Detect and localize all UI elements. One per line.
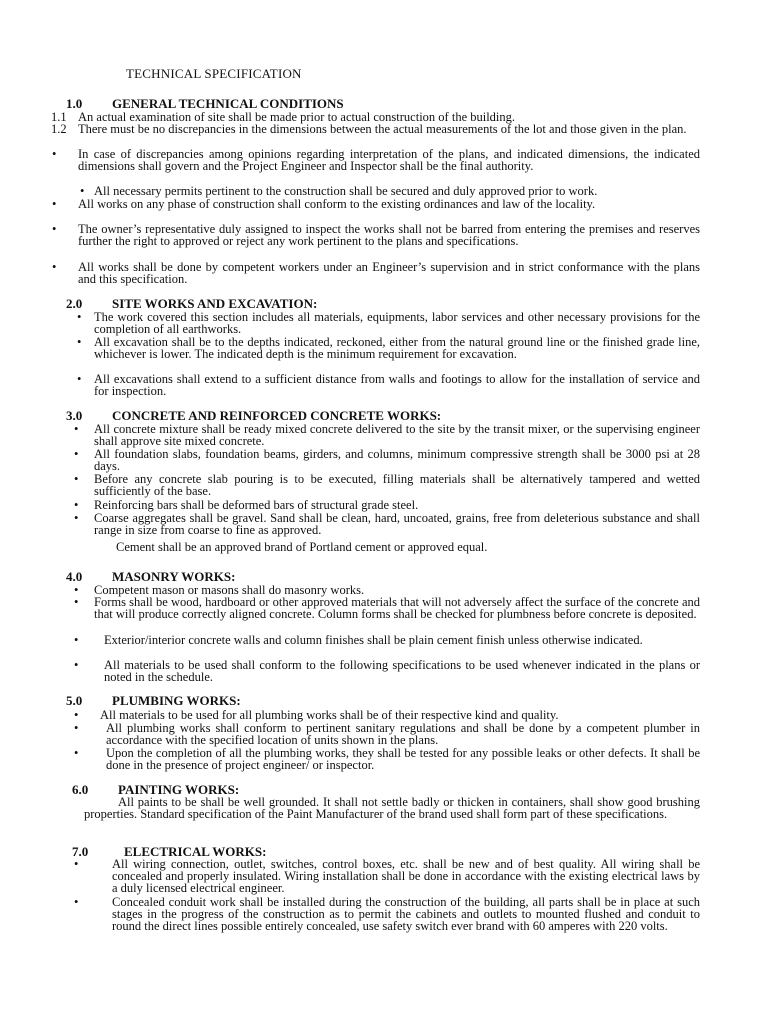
list-item bbox=[74, 422, 700, 448]
bullet-icon: • bbox=[74, 658, 79, 672]
item-text: All excavation shall be to the depths indicated, reckoned, either from the natural ground line or the finished grade line, whichever is lower. The indicated depth is the minimum requirement for excavation. bbox=[94, 335, 700, 361]
bullet-icon: • bbox=[74, 583, 79, 597]
item-number: 1.2 bbox=[51, 122, 67, 136]
item-text: Exterior/interior concrete walls and column finishes shall be plain cement finish unless otherwise indicated. bbox=[104, 633, 643, 647]
item-text: Concealed conduit work shall be installed during the construction of the building, all parts shall be in place at such stages in the progress of the construction as to permit the cabinets and outlets to mounted flushed and conduit to round the direct lines possible entirely concealed, use safety switch ever brand with 60 amperes with 220 volts. bbox=[112, 895, 700, 933]
bullet-icon: • bbox=[74, 633, 79, 647]
bullet-icon: • bbox=[52, 147, 57, 161]
bullet-icon: • bbox=[74, 708, 79, 722]
bullet-icon: • bbox=[74, 498, 79, 512]
section-number: 5.0 bbox=[66, 693, 83, 708]
list-item bbox=[74, 447, 700, 473]
item-text: The work covered this section includes all materials, equipments, labor services and other necessary provisions for the completion of all earthworks. bbox=[94, 310, 700, 336]
bullet-icon: • bbox=[74, 511, 79, 525]
list-item bbox=[74, 658, 700, 684]
bullet-icon: • bbox=[74, 857, 79, 871]
section-title: MASONRY WORKS: bbox=[112, 569, 236, 584]
section-number: 6.0 bbox=[72, 782, 89, 797]
list-item bbox=[52, 260, 700, 286]
section-title: PAINTING WORKS: bbox=[118, 782, 240, 797]
item-text: All foundation slabs, foundation beams, girders, and columns, minimum compressive strength shall be 3000 psi at 28 days. bbox=[94, 447, 700, 473]
section-heading bbox=[66, 297, 466, 311]
section-number: 4.0 bbox=[66, 569, 83, 584]
item-text: All works on any phase of construction shall conform to the existing ordinances and law of the locality. bbox=[78, 197, 596, 211]
section-heading bbox=[66, 97, 466, 111]
item-text: All materials to be used shall conform to the following specifications to be used whenever indicated in the plans or noted in the schedule. bbox=[104, 658, 700, 684]
section-title: ELECTRICAL WORKS: bbox=[124, 844, 267, 859]
bullet-icon: • bbox=[74, 422, 79, 436]
bullet-icon: • bbox=[74, 895, 79, 909]
bullet-icon: • bbox=[74, 472, 79, 486]
bullet-icon: • bbox=[80, 184, 85, 198]
item-text: Before any concrete slab pouring is to be executed, filling materials shall be alternatively tampered and wetted sufficiently of the base. bbox=[94, 472, 700, 498]
item-text: There must be no discrepancies in the dimensions between the actual measurements of the lot and those given in the plan. bbox=[78, 122, 687, 136]
page-title: TECHNICAL SPECIFICATION bbox=[126, 66, 302, 81]
list-item bbox=[74, 895, 700, 933]
item-number: 1.1 bbox=[51, 110, 67, 124]
section-title: PLUMBING WORKS: bbox=[112, 693, 241, 708]
section-number: 1.0 bbox=[66, 96, 83, 111]
item-text: The owner’s representative duly assigned to inspect the works shall not be barred from entering the premises and reserves further the right to approved or reject any work pertinent to the plans and specifications. bbox=[78, 222, 700, 248]
item-text: Coarse aggregates shall be gravel. Sand shall be clean, hard, uncoated, grains, free from deleterious substance and shall range in size from coarse to fine as approved. bbox=[94, 511, 700, 537]
section-number: 7.0 bbox=[72, 844, 89, 859]
item-text: All excavations shall extend to a sufficient distance from walls and footings to allow for the installation of service and for inspection. bbox=[94, 372, 700, 398]
list-item bbox=[74, 633, 700, 647]
paragraph: All paints to be shall be well grounded. It shall not settle badly or thicken in containers, shall show good brushing properties. Standard specification of the Paint Manufacturer of the brand used shall form part of these specifications. bbox=[84, 795, 700, 821]
list-item bbox=[77, 372, 700, 398]
item-text: An actual examination of site shall be made prior to actual construction of the building. bbox=[78, 110, 516, 124]
item-text: All wiring connection, outlet, switches, control boxes, etc. shall be new and of best quality. All wiring shall be concealed and properly insulated. Wiring installation shall be done in accordance with the existing electrical laws by a duly licensed electrical engineer. bbox=[112, 857, 700, 895]
item-text: In case of discrepancies among opinions regarding interpretation of the plans, and indicated dimensions, the indicated dimensions shall govern and the Project Engineer and Inspector shall be the final authority. bbox=[78, 147, 700, 173]
bullet-icon: • bbox=[77, 335, 82, 349]
paragraph: Cement shall be an approved brand of Portland cement or approved equal. bbox=[116, 540, 488, 554]
section-number: 3.0 bbox=[66, 408, 83, 423]
list-item bbox=[74, 472, 700, 498]
item-text: All concrete mixture shall be ready mixed concrete delivered to the site by the transit mixer, or the supervising engineer shall approve site mixed concrete. bbox=[94, 422, 700, 448]
section-number: 2.0 bbox=[66, 296, 83, 311]
item-text: All plumbing works shall conform to pertinent sanitary regulations and shall be done by a competent plumber in accordance with the specified location of units shown in the plans. bbox=[106, 721, 700, 747]
list-item bbox=[74, 511, 700, 537]
list-item bbox=[74, 857, 700, 895]
list-item bbox=[77, 335, 700, 361]
list-item bbox=[80, 184, 700, 198]
bullet-icon: • bbox=[74, 721, 79, 735]
bullet-icon: • bbox=[52, 260, 57, 274]
bullet-icon: • bbox=[74, 595, 79, 609]
bullet-icon: • bbox=[77, 372, 82, 386]
list-item bbox=[52, 197, 700, 211]
bullet-icon: • bbox=[77, 310, 82, 324]
list-item bbox=[51, 122, 700, 136]
section-heading bbox=[66, 694, 466, 708]
list-item bbox=[74, 708, 700, 722]
item-text: All necessary permits pertinent to the construction shall be secured and duly approved prior to work. bbox=[94, 184, 598, 198]
list-item bbox=[77, 310, 700, 336]
item-text: Forms shall be wood, hardboard or other approved materials that will not adversely affect the surface of the concrete and that will produce correctly aligned concrete. Column forms shall be checked for plumbness before concrete is deposited. bbox=[94, 595, 700, 621]
section-heading bbox=[66, 409, 506, 423]
section-title: SITE WORKS AND EXCAVATION: bbox=[112, 296, 318, 311]
item-text: Upon the completion of all the plumbing works, they shall be tested for any possible leaks or other defects. It shall be done in the presence of project engineer/ or inspector. bbox=[106, 746, 700, 772]
section-title: CONCRETE AND REINFORCED CONCRETE WORKS: bbox=[112, 408, 442, 423]
bullet-icon: • bbox=[52, 197, 57, 211]
section-heading bbox=[66, 570, 466, 584]
section-title: GENERAL TECHNICAL CONDITIONS bbox=[112, 96, 344, 111]
bullet-icon: • bbox=[52, 222, 57, 236]
item-text: Reinforcing bars shall be deformed bars of structural grade steel. bbox=[94, 498, 419, 512]
bullet-icon: • bbox=[74, 447, 79, 461]
item-text: All materials to be used for all plumbing works shall be of their respective kind and quality. bbox=[100, 708, 559, 722]
list-item bbox=[52, 147, 700, 173]
item-text: Competent mason or masons shall do masonry works. bbox=[94, 583, 365, 597]
list-item bbox=[74, 721, 700, 747]
list-item bbox=[74, 595, 700, 621]
bullet-icon: • bbox=[74, 746, 79, 760]
item-text: All works shall be done by competent workers under an Engineer’s supervision and in strict conformance with the plans and this specification. bbox=[78, 260, 700, 286]
list-item bbox=[52, 222, 700, 248]
list-item bbox=[74, 498, 700, 512]
list-item bbox=[74, 746, 700, 772]
